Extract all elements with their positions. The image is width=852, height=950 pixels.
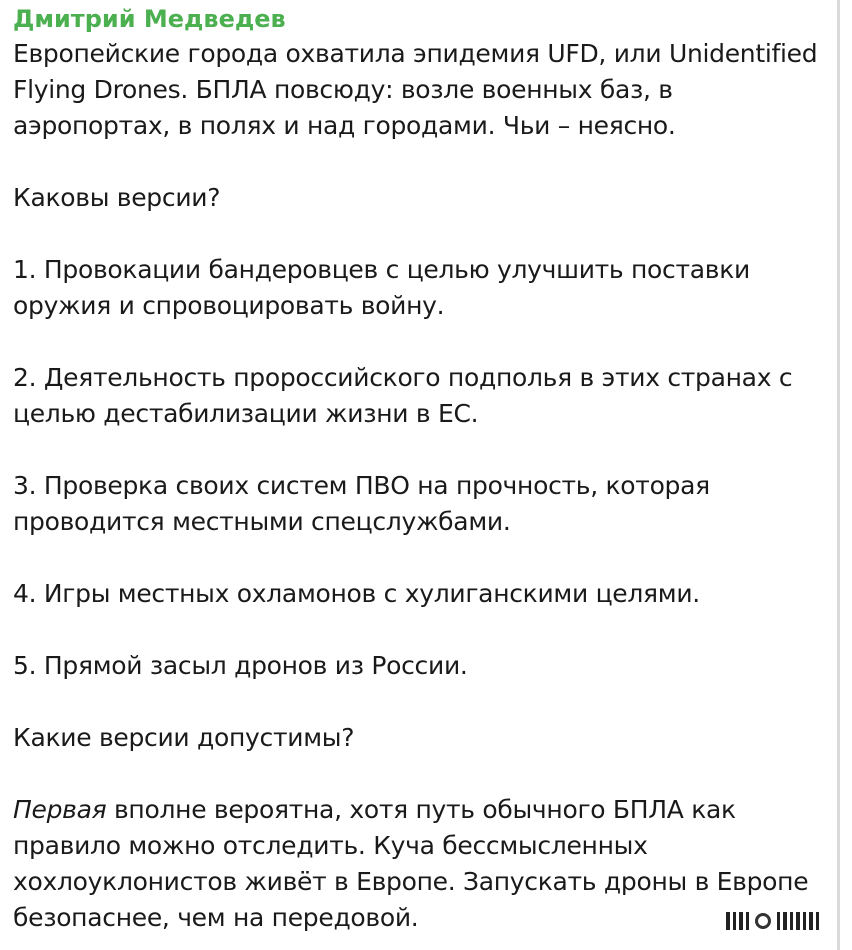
stroke-mark	[796, 912, 800, 930]
stroke-mark	[739, 912, 743, 930]
stroke-group-left	[726, 912, 749, 930]
message-paragraph-3: 1. Провокации бандеровцев с целью улучшить поставки оружия и спровоцировать войну.	[13, 255, 750, 320]
stroke-mark	[783, 912, 787, 930]
paragraph-rest: вполне вероятна, хотя путь обычного БПЛА как правило можно отследить. Куча бессмысленных хохлоуклонистов живёт в Европе. Запускать дроны в Европе безопаснее, чем на передовой.	[13, 795, 809, 932]
stroke-mark	[790, 912, 793, 930]
stroke-mark	[803, 912, 806, 930]
message-content	[13, 0, 823, 936]
message-paragraph-4: 2. Деятельность пророссийского подполья в этих странах с целью дестабилизации жизни в ЕС.	[13, 363, 793, 428]
message-paragraph-1: Европейские города охватила эпидемия UFD, или Unidentified Flying Drones. БПЛА повсюду: возле военных баз, в аэропортах, в полях и над городами. Чьи – неясно.	[13, 39, 818, 140]
scribble-watermark-icon	[726, 908, 819, 934]
message-paragraph-2: Каковы версии?	[13, 183, 221, 212]
message-paragraph-7: 5. Прямой засыл дронов из России.	[13, 651, 468, 680]
message-paragraph-9	[13, 792, 823, 936]
stroke-mark	[746, 912, 749, 930]
stroke-mark	[726, 912, 730, 930]
message-text	[13, 36, 823, 936]
stroke-group-right	[777, 912, 819, 930]
italic-lead: Первая	[13, 795, 107, 824]
stroke-mark	[777, 912, 780, 930]
message-paragraph-5: 3. Проверка своих систем ПВО на прочность, которая проводится местными спецслужбами.	[13, 471, 710, 536]
sender-name[interactable]: Дмитрий Медведев	[13, 5, 286, 33]
stroke-mark	[816, 912, 819, 930]
message-paragraph-6: 4. Игры местных охламонов с хулиганскими целями.	[13, 579, 700, 608]
message-paragraph-8: Какие версии допустимы?	[13, 723, 355, 752]
stroke-mark	[733, 912, 736, 930]
circle-mark-icon	[755, 913, 771, 929]
stroke-mark	[809, 912, 813, 930]
